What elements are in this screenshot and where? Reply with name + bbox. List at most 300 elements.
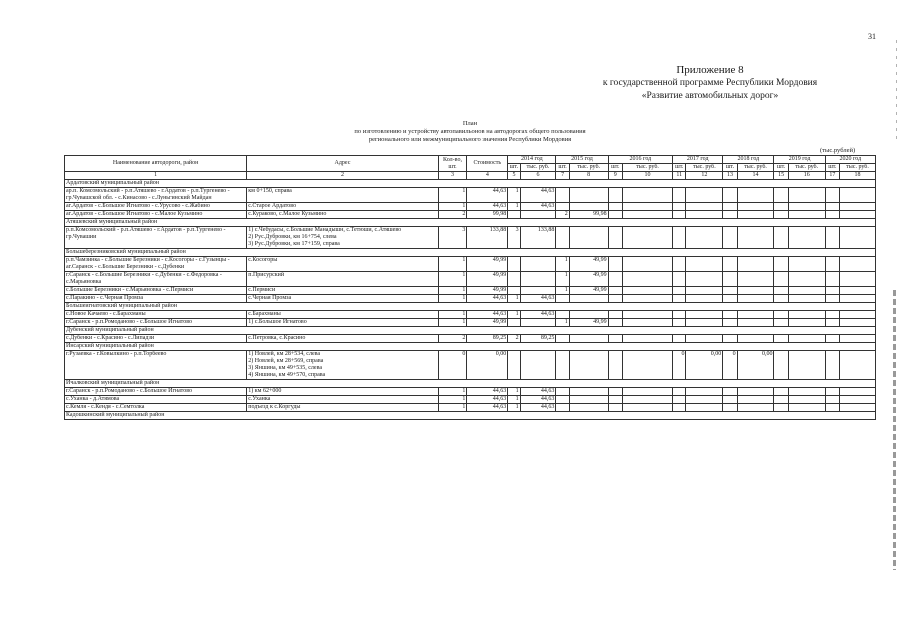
year-sum [788, 227, 825, 249]
year-qty [608, 227, 622, 249]
cost: 133,88 [467, 227, 508, 249]
year-sum [686, 404, 723, 412]
year-sum [686, 287, 723, 295]
year-sum [840, 227, 876, 249]
year-qty [556, 351, 569, 380]
header-pcs: шт. [723, 164, 737, 172]
year-sum [686, 188, 723, 203]
cost: 0,00 [467, 351, 508, 380]
header-pcs: шт. [556, 164, 569, 172]
year-qty [673, 335, 686, 343]
year-sum [569, 396, 608, 404]
year-sum [622, 188, 672, 203]
year-qty [608, 319, 622, 327]
column-number: 16 [788, 172, 825, 180]
year-qty: 1 [508, 396, 520, 404]
year-sum [737, 319, 774, 327]
year-sum [569, 295, 608, 303]
year-qty [556, 311, 569, 319]
year-sum [788, 404, 825, 412]
year-qty [825, 295, 839, 303]
table-row [65, 188, 876, 203]
year-qty [825, 227, 839, 249]
year-qty [825, 311, 839, 319]
cost: 49,99 [467, 257, 508, 272]
year-qty [608, 351, 622, 380]
year-qty: 1 [508, 188, 520, 203]
year-qty [774, 311, 788, 319]
year-sum [788, 287, 825, 295]
header-address: Адрес [247, 156, 438, 172]
year-sum [569, 404, 608, 412]
year-sum: 49,99 [569, 257, 608, 272]
year-sum [622, 335, 672, 343]
year-qty [608, 272, 622, 287]
year-sum [840, 319, 876, 327]
year-qty: 2 [508, 335, 520, 343]
year-sum [520, 257, 556, 272]
column-number: 3 [438, 172, 467, 180]
column-number: 6 [520, 172, 556, 180]
road-name: с.Большие Березники - с.Марьяновка - с.Пермиси [65, 287, 247, 295]
appendix-subtitle: к государственной программе Республики Мордовия [602, 78, 818, 88]
road-name: р.п.Комсомольский - р.п.Атяшево - г.Ардатов - р.п.Тургенево - гр.Чувашии [65, 227, 247, 249]
year-qty: 1 [508, 388, 520, 396]
cost: 44,63 [467, 388, 508, 396]
year-sum [737, 335, 774, 343]
address: с.Старое Ардатово [247, 203, 438, 211]
year-sum [840, 335, 876, 343]
year-qty: 1 [556, 257, 569, 272]
year-qty [556, 188, 569, 203]
road-name: с.Кемля - с.Кендя - с.Семтолка [65, 404, 247, 412]
header-pcs: шт. [509, 164, 519, 170]
column-number: 18 [840, 172, 876, 180]
year-sum [622, 351, 672, 380]
year-sum [788, 257, 825, 272]
year-qty [673, 388, 686, 396]
year-qty [825, 396, 839, 404]
year-sum [737, 227, 774, 249]
column-number: 4 [467, 172, 508, 180]
cost: 89,25 [467, 335, 508, 343]
year-sum [569, 351, 608, 380]
year-sum [737, 404, 774, 412]
year-qty: 1 [556, 287, 569, 295]
year-sum: 44,63 [520, 203, 556, 211]
year-qty: 1 [556, 272, 569, 287]
year-qty [608, 311, 622, 319]
table-row [65, 203, 876, 211]
year-sum [840, 295, 876, 303]
header-year: 2019 год [774, 156, 825, 164]
year-qty: 1 [508, 404, 520, 412]
cost: 49,99 [467, 287, 508, 295]
year-qty [673, 311, 686, 319]
appendix-program-name: «Развитие автомобильных дорог» [641, 91, 779, 101]
year-qty [774, 257, 788, 272]
road-name: с.Паракино - с.Черная Промза [65, 295, 247, 303]
year-sum [788, 335, 825, 343]
road-name: ар.п. Комсомольский - р.п.Атяшево - г.Ардатов - р.п.Тургенево - гр.Чувашской обл. - с.Кинасово - с.Луньгинский Майдан [65, 188, 247, 203]
year-sum [840, 272, 876, 287]
column-number: 13 [723, 172, 737, 180]
address: 1) с.Чебудасы, с.Большие Манадышн, с.Тетюши, с.Атяшево 2) Рус.Дубровки, км 16+754, слева 3) Рус.Дубровки, км 17+159, справа [247, 227, 438, 249]
year-qty [825, 335, 839, 343]
year-qty [556, 396, 569, 404]
year-qty [774, 211, 788, 219]
year-sum [520, 272, 556, 287]
year-qty [556, 295, 569, 303]
column-number: 2 [247, 172, 438, 180]
header-row-years [65, 156, 876, 164]
year-sum: 49,99 [569, 272, 608, 287]
year-qty: 2 [556, 211, 569, 219]
year-sum [840, 211, 876, 219]
column-number: 1 [65, 172, 247, 180]
year-qty [608, 211, 622, 219]
year-qty [608, 335, 622, 343]
section-row [65, 180, 876, 188]
page-number: 31 [868, 32, 876, 41]
header-year: 2017 год [673, 156, 723, 164]
year-qty [774, 227, 788, 249]
year-sum [737, 203, 774, 211]
year-qty [508, 272, 520, 287]
year-sum [520, 351, 556, 380]
year-qty [673, 396, 686, 404]
year-sum [569, 311, 608, 319]
plan-table [64, 155, 876, 420]
year-qty [556, 404, 569, 412]
year-sum [788, 188, 825, 203]
year-sum [622, 319, 672, 327]
year-sum [840, 188, 876, 203]
header-thousand-rub: тыс. руб. [788, 164, 825, 172]
year-sum [788, 295, 825, 303]
table-row [65, 351, 876, 380]
year-sum [520, 211, 556, 219]
road-name: г.Саранск - р.п.Ромоданово - с.Большое Игнатово [65, 388, 247, 396]
quantity: 1 [438, 287, 467, 295]
quantity: 1 [438, 272, 467, 287]
year-sum [520, 287, 556, 295]
year-qty [825, 211, 839, 219]
year-qty [825, 188, 839, 203]
table-row [65, 311, 876, 319]
road-name: с.Уханка - д.Атямова [65, 396, 247, 404]
plan-title-line1: План [462, 120, 478, 127]
year-qty: 1 [508, 203, 520, 211]
year-sum [569, 203, 608, 211]
year-sum [788, 211, 825, 219]
year-sum [840, 203, 876, 211]
section-title: Большеберезниковский муниципальный район [65, 249, 876, 257]
year-sum [686, 272, 723, 287]
year-sum [840, 404, 876, 412]
address: с.Петровка, с.Красино [247, 335, 438, 343]
year-qty [673, 287, 686, 295]
section-title: Инсарский муниципальный район [65, 343, 876, 351]
year-sum [569, 227, 608, 249]
year-qty [825, 272, 839, 287]
quantity: 1 [438, 319, 467, 327]
plan-title [300, 120, 640, 144]
year-qty: 1 [508, 311, 520, 319]
year-qty [825, 404, 839, 412]
header-thousand-rub: тыс. руб. [622, 164, 672, 172]
year-sum [686, 388, 723, 396]
year-sum: 44,63 [520, 311, 556, 319]
year-qty: 1 [556, 319, 569, 327]
cost: 49,99 [467, 319, 508, 327]
year-sum [686, 335, 723, 343]
plan-table-body [65, 180, 876, 420]
year-sum: 44,63 [520, 388, 556, 396]
year-qty [608, 295, 622, 303]
year-qty [723, 188, 737, 203]
year-sum [737, 188, 774, 203]
header-cost: Стоимость [467, 156, 508, 172]
year-sum [840, 388, 876, 396]
address: подъезд к с.Коргуды [247, 404, 438, 412]
road-name: с.Новое Качаево - с.Барахманы [65, 311, 247, 319]
year-qty [723, 227, 737, 249]
year-sum: 49,99 [569, 319, 608, 327]
year-sum: 0,00 [737, 351, 774, 380]
year-sum [788, 351, 825, 380]
year-sum [686, 319, 723, 327]
column-number: 11 [673, 172, 686, 180]
section-row [65, 303, 876, 311]
year-sum [737, 257, 774, 272]
quantity: 1 [438, 203, 467, 211]
address: с.Косогоры [247, 257, 438, 272]
year-qty [723, 203, 737, 211]
year-qty [825, 287, 839, 295]
section-title: Ичалковский муниципальный район [65, 380, 876, 388]
year-sum [622, 227, 672, 249]
year-qty [556, 388, 569, 396]
header-year: 2016 год [608, 156, 673, 164]
table-row [65, 257, 876, 272]
plan-title-line3: регионального или межмуниципального значения Республики Мордовия [368, 136, 572, 143]
year-sum [622, 287, 672, 295]
column-number: 12 [686, 172, 723, 180]
year-qty [508, 319, 520, 327]
column-number: 14 [737, 172, 774, 180]
cost: 44,63 [467, 295, 508, 303]
header-pcs: шт. [608, 164, 622, 172]
cost: 44,63 [467, 188, 508, 203]
header-pcs: шт. [673, 164, 686, 172]
year-qty [608, 396, 622, 404]
year-sum [622, 295, 672, 303]
year-sum [737, 272, 774, 287]
table-row [65, 272, 876, 287]
quantity: 1 [438, 311, 467, 319]
year-qty [556, 227, 569, 249]
year-qty [774, 388, 788, 396]
table-row [65, 404, 876, 412]
year-qty: 3 [508, 227, 520, 249]
section-row [65, 327, 876, 335]
column-number: 17 [825, 172, 839, 180]
year-qty [673, 188, 686, 203]
section-row [65, 412, 876, 420]
year-sum [686, 295, 723, 303]
table-row [65, 388, 876, 396]
table-row [65, 287, 876, 295]
year-sum [737, 295, 774, 303]
year-qty [673, 203, 686, 211]
year-qty [608, 404, 622, 412]
header-pcs: шт. [774, 164, 788, 172]
table-row [65, 335, 876, 343]
table-row [65, 396, 876, 404]
table-row [65, 319, 876, 327]
year-qty [508, 351, 520, 380]
year-sum [686, 211, 723, 219]
year-qty [774, 287, 788, 295]
year-qty [608, 388, 622, 396]
year-sum [520, 319, 556, 327]
year-qty [723, 287, 737, 295]
year-qty [723, 335, 737, 343]
appendix-title: Приложение 8 [676, 64, 744, 76]
section-title: Большеигнатовский муниципальный район [65, 303, 876, 311]
header-year: 2014 год [508, 156, 556, 164]
year-sum [622, 211, 672, 219]
year-qty [508, 257, 520, 272]
road-name: аг.Ардатов - с.Большое Игнатово - с.Малое Кузьмино [65, 211, 247, 219]
year-qty [556, 335, 569, 343]
year-sum [737, 311, 774, 319]
road-name: с.Дубенки - с.Красино - с.Липадзи [65, 335, 247, 343]
quantity: 3 [438, 227, 467, 249]
address: с.Кураково, с.Малое Кузьмино [247, 211, 438, 219]
cost: 44,63 [467, 396, 508, 404]
year-qty [723, 388, 737, 396]
table-row [65, 295, 876, 303]
year-qty [825, 257, 839, 272]
address: с.Черная Промза [247, 295, 438, 303]
year-sum [622, 404, 672, 412]
year-qty [774, 404, 788, 412]
table-row [65, 211, 876, 219]
year-qty [556, 203, 569, 211]
year-sum [686, 203, 723, 211]
year-qty [608, 257, 622, 272]
header-year: 2018 год [723, 156, 774, 164]
quantity: 1 [438, 257, 467, 272]
cost: 99,98 [467, 211, 508, 219]
year-qty [825, 203, 839, 211]
quantity: 1 [438, 404, 467, 412]
quantity: 2 [438, 335, 467, 343]
section-row [65, 343, 876, 351]
address: 1) км 62+000 [247, 388, 438, 396]
year-qty [673, 227, 686, 249]
road-name: г.Рузаевка - г.Ковылкино - р.п.Торбеево [65, 351, 247, 380]
address: км 0+150, справа [247, 188, 438, 203]
column-number: 9 [608, 172, 622, 180]
plan-title-line2: по изготовлению и устройству автопавильонов на автодорогах общего пользования [354, 128, 586, 135]
year-sum [788, 396, 825, 404]
year-sum [622, 203, 672, 211]
section-row [65, 249, 876, 257]
header-thousand-rub: тыс. руб. [520, 164, 556, 172]
year-qty [608, 188, 622, 203]
header-pcs: шт. [825, 164, 839, 172]
section-title: Дубенский муниципальный район [65, 327, 876, 335]
year-sum [569, 388, 608, 396]
header-year: 2015 год [556, 156, 608, 164]
year-sum: 44,63 [520, 396, 556, 404]
year-sum: 44,63 [520, 295, 556, 303]
year-sum [737, 396, 774, 404]
header-qty: Кол-во, шт. [438, 156, 467, 172]
year-sum [686, 227, 723, 249]
year-sum: 44,63 [520, 404, 556, 412]
year-sum [840, 396, 876, 404]
section-row [65, 219, 876, 227]
year-sum [569, 188, 608, 203]
year-qty: 0 [723, 351, 737, 380]
quantity: 1 [438, 396, 467, 404]
year-sum [788, 388, 825, 396]
year-qty [673, 211, 686, 219]
quantity: 0 [438, 351, 467, 380]
year-qty [774, 396, 788, 404]
header-thousand-rub: тыс. руб. [737, 164, 774, 172]
address: п.Присурский [247, 272, 438, 287]
year-qty [608, 203, 622, 211]
year-sum [788, 272, 825, 287]
road-name: аг.Ардатов - с.Большое Игнатово - с.Урусово - с.Жабино [65, 203, 247, 211]
road-name: р.п.Чамзинка - с.Большие Березники - с.Косогоры - с.Гузынцы - аг.Саранск - с.Большие Березники - с.Дубенки [65, 257, 247, 272]
year-sum [686, 311, 723, 319]
year-qty [608, 287, 622, 295]
year-sum: 133,88 [520, 227, 556, 249]
appendix-header [560, 64, 860, 103]
address: 1) Новлей, км 28+534, слева 2) Новлей, км 28+569, справа 3) Яншина, км 49+535, слева 4) Яншина, км 49+570, справа [247, 351, 438, 380]
year-sum [840, 257, 876, 272]
year-qty [774, 295, 788, 303]
year-sum [622, 311, 672, 319]
address: с.Пермиси [247, 287, 438, 295]
year-sum [622, 388, 672, 396]
year-sum [737, 388, 774, 396]
quantity: 1 [438, 188, 467, 203]
year-qty [825, 388, 839, 396]
header-thousand-rub: тыс. руб. [840, 164, 876, 172]
column-number: 5 [508, 172, 520, 180]
year-qty [723, 257, 737, 272]
header-name: Наименование автодороги, район [65, 156, 247, 172]
cost: 44,63 [467, 404, 508, 412]
year-sum [569, 335, 608, 343]
road-name: г.Саранск - р.п.Ромоданово - с.Большое Игнатово [65, 319, 247, 327]
year-qty [774, 351, 788, 380]
road-name: г.Саранск - с.Большие Березники - с.Дубенки - с.Федоровка - с.Марьяновка [65, 272, 247, 287]
header-thousand-rub: тыс. руб. [686, 164, 723, 172]
year-qty [673, 404, 686, 412]
year-qty [723, 404, 737, 412]
year-qty [673, 272, 686, 287]
year-sum [622, 272, 672, 287]
quantity: 2 [438, 211, 467, 219]
